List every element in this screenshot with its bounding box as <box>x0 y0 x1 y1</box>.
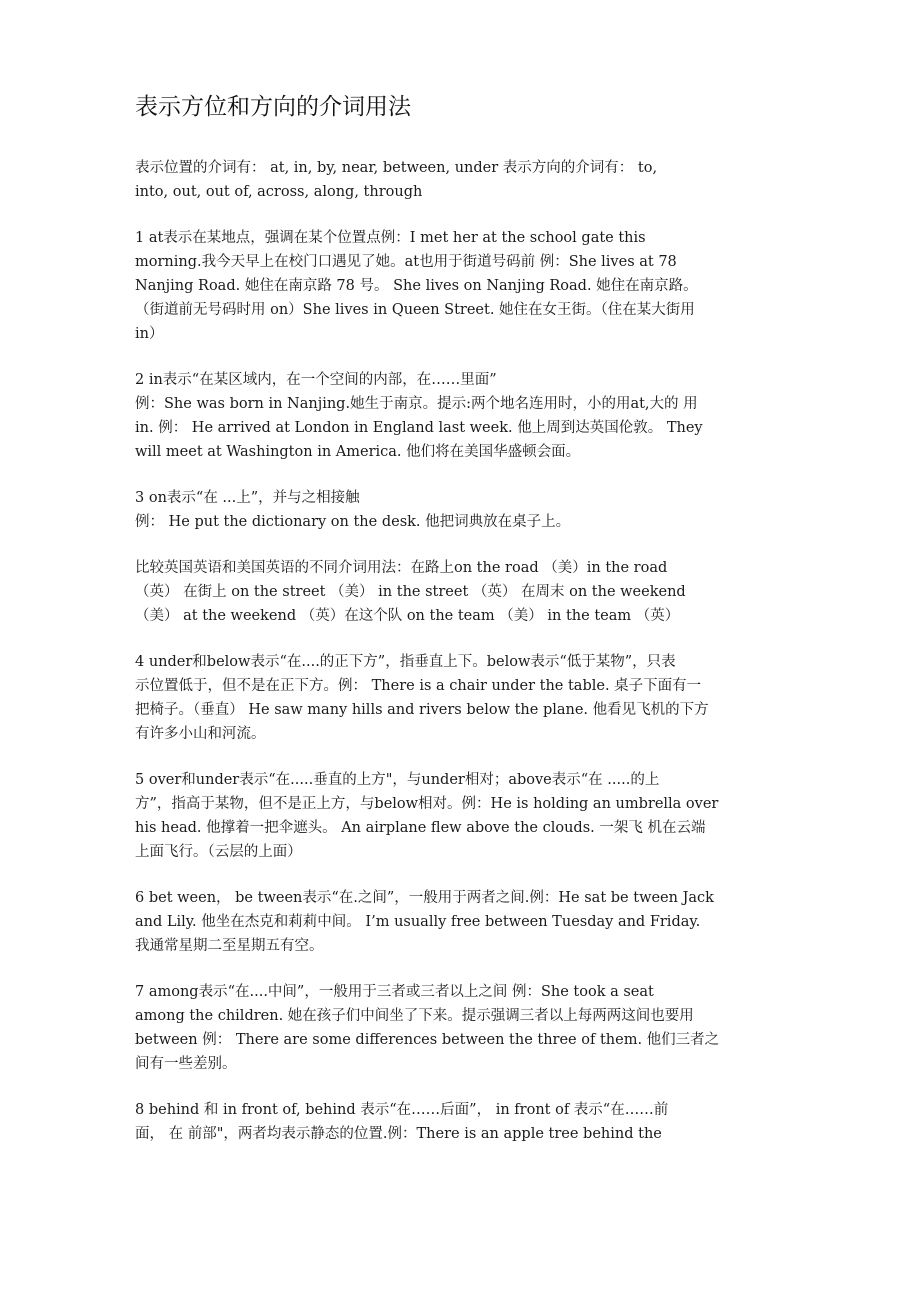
paragraph-1 <box>135 156 795 204</box>
paragraph-line: 比较英国英语和美国英语的不同介词用法：在路上on the road （美）in the road <box>135 560 668 576</box>
paragraph-10 <box>135 1098 795 1146</box>
paragraph-7 <box>135 768 795 864</box>
paragraph-line: （英） 在街上 on the street （美） in the street （英） 在周末 on the weekend <box>135 584 686 600</box>
paragraph-line: 7 among表示“在....中间”，一般用于三者或三者以上之间 例：She took a seat <box>135 984 654 1000</box>
paragraph-line: 有许多小山和河流。 <box>135 726 266 742</box>
paragraph-line: 把椅子。（垂直） He saw many hills and rivers below the plane. 他看见飞机的下方 <box>135 702 709 718</box>
paragraph-line: into, out, out of, across, along, through <box>135 184 423 200</box>
paragraph-9 <box>135 980 795 1076</box>
paragraph-line: among the children. 她在孩子们中间坐了下来。提示强调三者以上每两两这间也要用 <box>135 1008 694 1024</box>
paragraph-line: his head. 他撑着一把伞遮头。 An airplane flew above the clouds. 一架飞 机在云端 <box>135 820 706 836</box>
paragraph-line: 6 bet ween， be tween表示“在.之间”，一般用于两者之间.例：He sat be tween Jack <box>135 890 714 906</box>
paragraph-line: in） <box>135 326 164 342</box>
paragraph-6 <box>135 650 795 746</box>
paragraph-line: （美） at the weekend （英）在这个队 on the team （美） in the team （英） <box>135 608 680 624</box>
paragraph-line: and Lily. 他坐在杰克和莉莉中间。 I’m usually free between Tuesday and Friday. <box>135 914 701 930</box>
paragraph-2 <box>135 226 795 346</box>
paragraph-line: 示位置低于，但不是在正下方。例： There is a chair under the table. 桌子下面有一 <box>135 678 702 694</box>
paragraph-line: 1 at表示在某地点，强调在某个位置点例：I met her at the school gate this <box>135 230 646 246</box>
paragraph-line: 8 behind 和 in front of, behind 表示“在……后面”， in front of 表示“在……前 <box>135 1102 669 1118</box>
paragraph-line: 我通常星期二至星期五有空。 <box>135 938 324 954</box>
paragraph-line: between 例： There are some differences between the three of them. 他们三者之 <box>135 1032 720 1048</box>
document-page <box>135 0 795 1146</box>
paragraph-line: 5 over和under表示“在.....垂直的上方"，与under相对；above表示“在 .....的上 <box>135 772 660 788</box>
paragraph-line: 例： He put the dictionary on the desk. 他把词典放在桌子上。 <box>135 514 571 530</box>
paragraph-line: in. 例： He arrived at London in England last week. 他上周到达英国伦敦。 They <box>135 420 703 436</box>
document-title: 表示方位和方向的介词用法 <box>135 94 411 120</box>
document-body <box>135 156 795 1146</box>
paragraph-line: 例：She was born in Nanjing.她生于南京。提示:两个地名连用时，小的用at,大的 用 <box>135 396 698 412</box>
paragraph-8 <box>135 886 795 958</box>
paragraph-line: will meet at Washington in America. 他们将在美国华盛顿会面。 <box>135 444 581 460</box>
paragraph-line: 上面飞行。（云层的上面） <box>135 844 302 860</box>
paragraph-line: 间有一些差别。 <box>135 1056 237 1072</box>
paragraph-line: morning.我今天早上在校门口遇见了她。at也用于街道号码前 例：She lives at 78 <box>135 254 677 270</box>
paragraph-line: （街道前无号码时用 on）She lives in Queen Street. 她住在女王街。（住在某大街用 <box>135 302 695 318</box>
paragraph-3 <box>135 368 795 464</box>
paragraph-line: 面， 在 前部"，两者均表示静态的位置.例：There is an apple tree behind the <box>135 1126 662 1142</box>
paragraph-line: 方”，指高于某物，但不是正上方，与below相对。例：He is holding an umbrella over <box>135 796 719 812</box>
paragraph-4 <box>135 486 795 534</box>
paragraph-line: Nanjing Road. 她住在南京路 78 号。 She lives on Nanjing Road. 她住在南京路。 <box>135 278 698 294</box>
paragraph-line: 3 on表示“在 ...上”，并与之相接触 <box>135 490 360 506</box>
paragraph-line: 2 in表示“在某区域内，在一个空间的内部，在……里面” <box>135 372 497 388</box>
paragraph-5 <box>135 556 795 628</box>
paragraph-line: 表示位置的介词有： at, in, by, near, between, under 表示方向的介词有： to, <box>135 160 658 176</box>
paragraph-line: 4 under和below表示“在....的正下方”，指垂直上下。below表示“低于某物”，只表 <box>135 654 676 670</box>
